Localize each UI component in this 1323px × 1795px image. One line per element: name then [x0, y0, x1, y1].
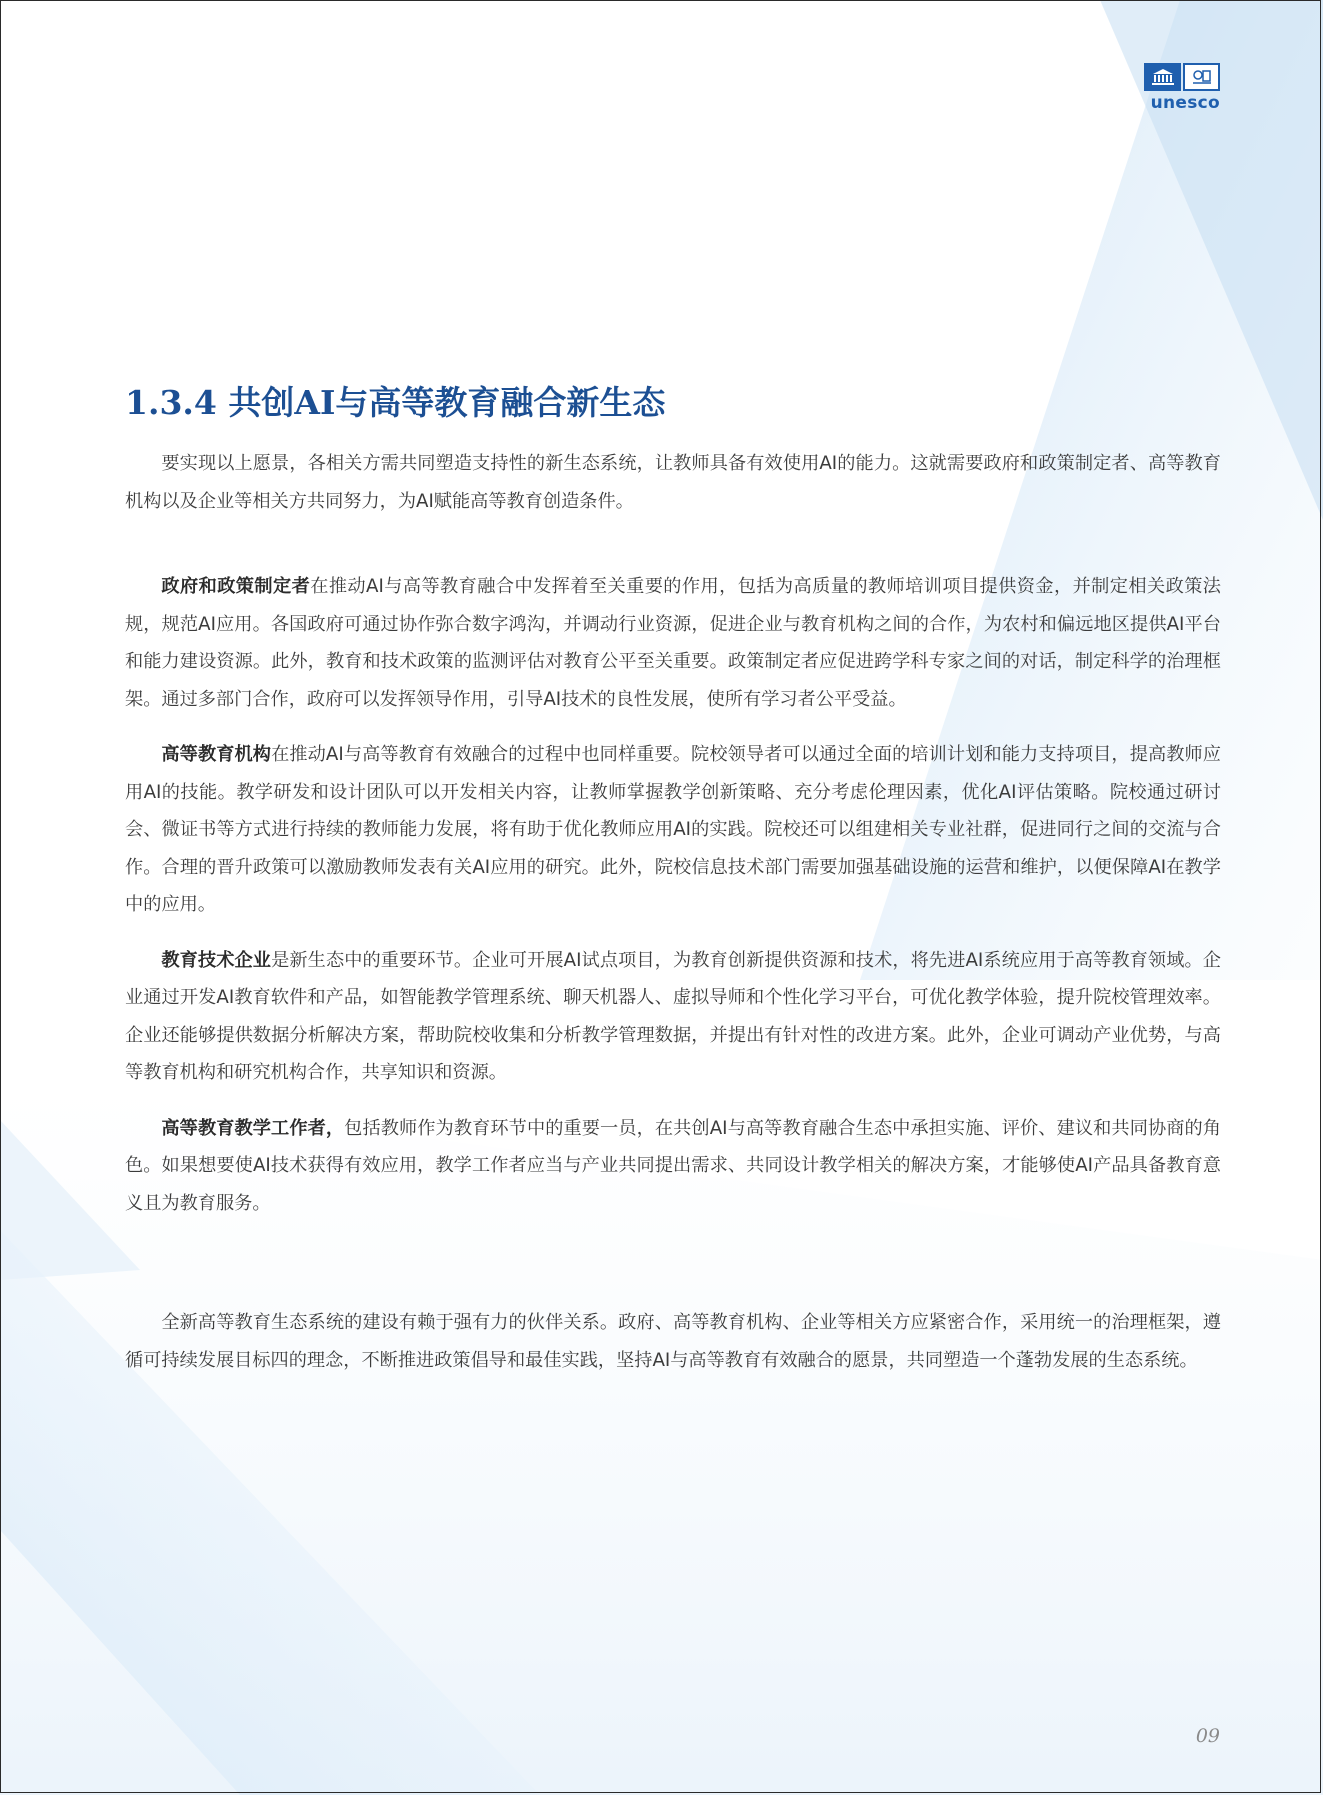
spacer — [125, 538, 1221, 568]
paragraph-lead-educators: 高等教育教学工作者， — [161, 1117, 345, 1139]
paragraph-body-institutions: 在推动AI与高等教育有效融合的过程中也同样重要。院校领导者可以通过全面的培训计划和能力支持项目，提高教师应用AI的技能。教学研发和设计团队可以开发相关内容，让教师掌握教学创新策略、充分考虑伦理因素，优化AI评估策略。院校通过研讨会、微证书等方式进行持续的教师能力发展，将有助于优化教师应用AI的实践。院校还可以组建相关专业社群，促进同行之间的交流与合作。合理的晋升政策可以激励教师发表有关AI应用的研究。此外，院校信息技术部门需要加强基础设施的运营和维护，以便保障AI在教学中的应用。 — [125, 744, 1221, 915]
paragraph-body-edtech: 是新生态中的重要环节。企业可开展AI试点项目，为教育创新提供资源和技术，将先进AI系统应用于高等教育领域。企业通过开发AI教育软件和产品，如智能教学管理系统、聊天机器人、虚拟导师和个性化学习平台，可优化教学体验，提升院校管理效率。企业还能够提供数据分析解决方案，帮助院校收集和分析教学管理数据，并提出有针对性的改进方案。此外，企业可调动产业优势，与高等教育机构和研究机构合作，共享知识和资源。 — [125, 949, 1221, 1083]
institute-emblem-icon — [1183, 63, 1220, 91]
paragraph-conclusion: 全新高等教育生态系统的建设有赖于强有力的伙伴关系。政府、高等教育机构、企业等相关方应紧密合作，采用统一的治理框架，遵循可持续发展目标四的理念，不断推进政策倡导和最佳实践，坚持AI与高等教育有效融合的愿景，共同塑造一个蓬勃发展的生态系统。 — [125, 1312, 1221, 1371]
paragraph-intro: 要实现以上愿景，各相关方需共同塑造支持性的新生态系统，让教师具备有效使用AI的能力。这就需要政府和政策制定者、高等教育机构以及企业等相关方共同努力，为AI赋能高等教育创造条件。 — [125, 453, 1221, 512]
page-number: 09 — [1195, 1725, 1220, 1747]
temple-icon — [1144, 63, 1181, 91]
unesco-wordmark: unesco — [1150, 93, 1220, 113]
paragraph-lead-government: 政府和政策制定者 — [161, 576, 311, 597]
paragraph-lead-institutions: 高等教育机构 — [161, 744, 272, 765]
paragraph-educators — [125, 1110, 1221, 1223]
paragraph-edtech — [125, 942, 1221, 1092]
spacer — [125, 1240, 1221, 1304]
main-content — [125, 375, 1221, 1397]
paragraph-body-educators: 包括教师作为教育环节中的重要一员，在共创AI与高等教育融合生态中承担实施、评价、建议和共同协商的角色。如果想要使AI技术获得有效应用，教学工作者应当与产业共同提出需求、共同设计教学相关的解决方案，才能够使AI产品具备教育意义且为教育服务。 — [125, 1117, 1221, 1214]
paragraph-body-government: 在推动AI与高等教育融合中发挥着至关重要的作用，包括为高质量的教师培训项目提供资金，并制定相关政策法规，规范AI应用。各国政府可通过协作弥合数字鸿沟，并调动行业资源，促进企业与教育机构之间的合作，为农村和偏远地区提供AI平台和能力建设资源。此外，教育和技术政策的监测评估对教育公平至关重要。政策制定者应促进跨学科专家之间的对话，制定科学的治理框架。通过多部门合作，政府可以发挥领导作用，引导AI技术的良性发展，使所有学习者公平受益。 — [125, 576, 1221, 710]
section-title: 1.3.4 共创AI与高等教育融合新生态 — [125, 383, 666, 422]
paragraph-institutions — [125, 736, 1221, 924]
unesco-logo — [1140, 63, 1220, 113]
paragraph-government — [125, 568, 1221, 718]
logo-emblem — [1140, 63, 1220, 91]
paragraph-lead-edtech: 教育技术企业 — [161, 949, 272, 971]
